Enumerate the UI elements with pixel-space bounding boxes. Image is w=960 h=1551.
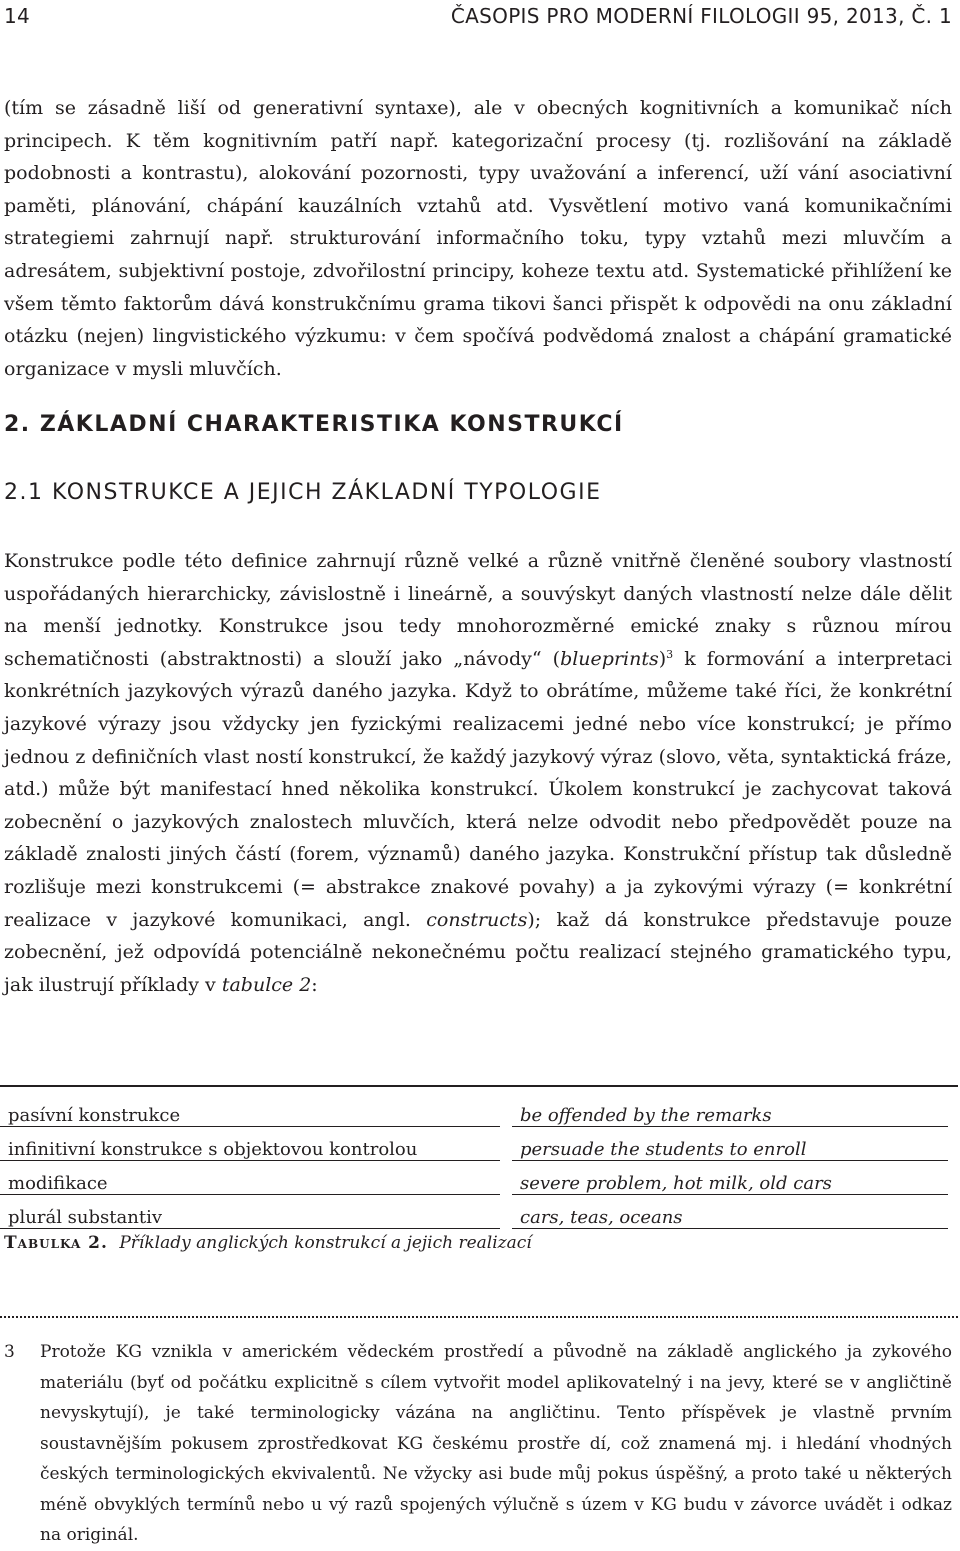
table-row [0,1127,948,1161]
footnote-text [40,1337,952,1551]
footnote-ref[interactable]: 3 [666,647,674,661]
section-heading: 2. ZÁKLADNÍ CHARAKTERISTIKA KONSTRUKCÍ [4,412,624,437]
examples-table [0,1093,948,1229]
text-line: příspěvek je vlastně prvním soustavnějším pokusem zprostředkovat KG českému prostře [40,1403,953,1454]
paragraph-cognitive-principles [4,92,952,385]
text-line: přístup tak důsledně rozlišuje mezi konstrukcemi (= abstrakce znakové povahy) a ja [4,843,953,898]
term-blueprints: blueprints [560,647,659,670]
table-caption [4,1233,532,1253]
text-line: být manifestací hned několika konstrukcí. Úkolem konstrukcí je zachycovat taková [119,778,952,801]
text-line: vaná komunikačními strategiemi zahrnují např. strukturování informačního toku, typy [4,194,953,250]
text-line: ních principech. K těm kognitivním patří např. kategorizační procesy (tj. rozlišování na [4,97,952,152]
construction-cell: plurál substantiv [0,1195,500,1229]
text-line: vání asociativní paměti, plánování, chápání kauzálních vztahů atd. Vysvětlení motivo [4,162,952,217]
table-top-rule [0,1085,958,1087]
table-caption-label: Tabulka 2. [4,1233,108,1253]
paren: ) [658,647,667,670]
text-line: (tím se zásadně liší od generativní syntaxe), ale v obecných kognitivních a komunikač [4,97,899,119]
text-line: dá konstrukce představuje pouze zobecnění, jež odpovídá potenciálně nekonečnému [4,908,952,964]
text-line: asi bude můj pokus úspěšný, a proto také u některých méně obvyklých termínů nebo u vý [40,1464,952,1515]
text-run: k formování a interpretaci konkrétních jazykových výrazů daného jazyka. [4,647,952,703]
text-line: v čem spočívá podvědomá znalost a chápání gramatické organizace v mysli mluvčích. [4,325,952,380]
table-caption-text: Příklady anglických konstrukcí a jejich realizací [119,1233,532,1253]
text-line: fyzickými realizacemi jedné nebo více konstrukcí; je přímo jednou z definičních vlast [4,712,952,768]
text-line: textu atd. Systematické přihlížení ke všem těmto faktorům dává konstrukčnímu grama [4,259,952,315]
example-cell: severe problem, hot milk, old cars [512,1161,948,1195]
example-cell: persuade the students to enroll [512,1127,948,1161]
text-line: razů spojených výlučně s územ v KG budu v závorce uvádět i odkaz na originál. [40,1494,953,1545]
table-row [0,1161,948,1195]
table-reference[interactable]: tabulce 2 [221,973,312,996]
table-row [0,1195,948,1229]
subsection-heading: 2.1 KONSTRUKCE A JEJICH ZÁKLADNÍ TYPOLOGIE [4,480,602,505]
text-line: pouze na základě znalosti jiných částí (forem, významů) daného jazyka. Konstrukční [4,810,953,866]
text-run: ); kaž [527,908,590,931]
text-line: vlastností uspořádaných hierarchicky, závislostně i lineárně, a souvýskyt daných [4,550,952,605]
running-head [4,4,952,34]
text-run: počtu realizací stejného gramatického typu, jak ilustrují příklady v [4,941,952,996]
example-cell: cars, teas, oceans [512,1195,948,1229]
text-line: emické znaky s různou mírou schematičnosti (abstraktnosti) a slouží jako „návody“ [4,615,953,670]
text-line: Konstrukce podle této definice zahrnují různě velké a různě vnitřně členěné soubory [4,550,851,572]
footnote [4,1337,952,1551]
term-constructs: constructs [426,908,528,931]
text-line: tikovi šanci přispět k odpovědi na onu základní otázku (nejen) lingvistického výzkumu: [4,292,952,348]
text-line: ností konstrukcí, že každý jazykový výraz (slovo, věta, syntaktická fráze, atd.) může [4,745,953,801]
journal-title: ČASOPIS PRO MODERNÍ FILOLOGII 95, 2013, Č. 1 [450,4,952,28]
text-line: vztahů mezi mluvčím a adresátem, subjektivní postoje, zdvořilostní principy, koheze [4,227,952,282]
page-number: 14 [4,4,31,28]
construction-cell: modifikace [0,1161,500,1195]
text-line: Protože KG vznikla v americkém vědeckém prostředí a původně na základě anglického ja [40,1342,863,1362]
text-line: základě podobnosti a kontrastu), alokování pozornosti, typy uvažování a inferencí, uží [4,129,952,185]
text-line: Když to obrátíme, můžeme také říci, že konkrétní jazykové výrazy jsou vždycky jen [4,680,952,735]
text-line: dí, což znamená mj. i hledání vhodných českých terminologických ekvivalentů. Ne vžycky [40,1433,953,1484]
text-run: zykovými výrazy (= konkrétní realizace v jazykové komunikaci, angl. [4,875,952,931]
construction-cell: infinitivní konstrukce s objektovou kontrolou [0,1127,500,1161]
footnote-number: 3 [4,1342,15,1362]
text-run: : [311,973,318,996]
text-line: zykového materiálu (byť od počátku explicitně s cílem vytvořit model aplikovatelný i na [40,1342,953,1393]
example-cell: be offended by the remarks [512,1093,948,1127]
table-row [0,1093,948,1127]
paragraph-construction-definition [4,545,952,1001]
text-line: jevy, které se v angličtině nevyskytují), je také terminologicky vázána na angličtinu. Tento [40,1372,952,1423]
text-line: vlastností nelze dále dělit na menší jednotky. Konstrukce jsou tedy mnohorozměrné [4,582,952,638]
text-line: zobecnění o jazykových znalostech mluvčích, která nelze odvodit nebo předpovědět [4,810,851,833]
footnote-separator [0,1316,958,1318]
construction-cell: pasívní konstrukce [0,1093,500,1127]
paren: ( [552,647,561,670]
